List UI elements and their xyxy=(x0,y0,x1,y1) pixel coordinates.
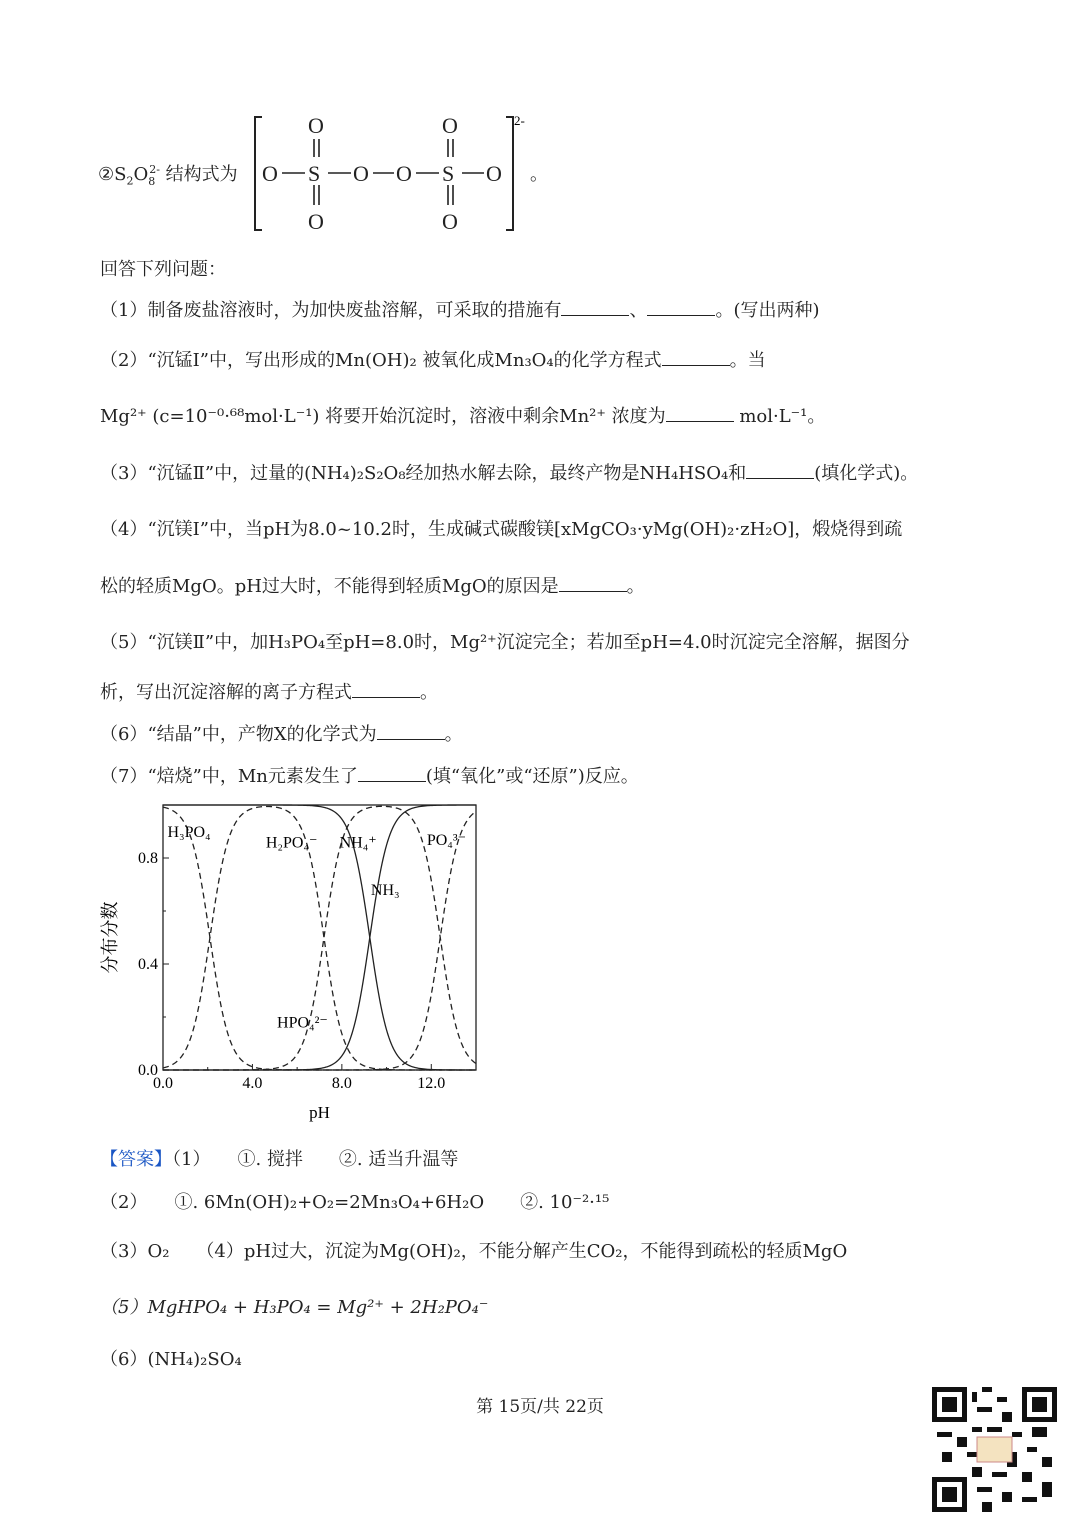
svg-text:O: O xyxy=(308,209,324,234)
distribution-chart xyxy=(98,790,498,1130)
y-tick-label: 0.8 xyxy=(138,850,158,867)
question-2b: Mg²⁺ (c=10⁻⁰·⁶⁸mol·L⁻¹) 将要开始沉淀时，溶液中剩余Mn²⁺ 浓度为 mol·L⁻¹。 xyxy=(100,402,825,428)
svg-text:O: O xyxy=(396,161,412,186)
series-label: H₂PO₄⁻ xyxy=(265,834,318,852)
structure-label: $②S_2O_8^{2-}$ 结构式为 xyxy=(98,163,238,188)
answer-5: （5）MgHPO₄ + H₃PO₄ = Mg²⁺ + 2H₂PO₄⁻ xyxy=(100,1297,489,1318)
svg-text:O: O xyxy=(308,113,324,138)
answer-3-4: （3）O₂ （4）pH过大，沉淀为Mg(OH)₂，不能分解产生CO₂，不能得到疏松的轻质MgO xyxy=(100,1241,848,1262)
svg-text:O: O xyxy=(442,113,458,138)
qr-code-image xyxy=(932,1387,1057,1512)
svg-text:S: S xyxy=(308,161,321,186)
svg-text:S: S xyxy=(442,161,455,186)
y-tick-label: 0.4 xyxy=(138,956,158,973)
page-footer: 第 15页/共 22页 xyxy=(476,1397,604,1417)
svg-text:O: O xyxy=(442,209,458,234)
series-label: H₃PO₄ xyxy=(167,823,211,841)
svg-text:O: O xyxy=(262,161,278,186)
peroxydisulfate-structure xyxy=(250,105,540,240)
question-5: （5）“沉镁Ⅱ”中，加H₃PO₄至pH=8.0时，Mg²⁺沉淀完全；若加至pH=4.0时沉淀完全溶解，据图分 xyxy=(100,632,910,653)
question-4: （4）“沉镁Ⅰ”中，当pH为8.0~10.2时，生成碱式碳酸镁[xMgCO₃·yMg(OH)₂·zH₂O]，煅烧得到疏 xyxy=(100,519,903,540)
question-6: （6）“结晶”中，产物X的化学式为 。 xyxy=(100,720,463,746)
svg-text:O: O xyxy=(353,161,369,186)
question-1: （1）制备废盐溶液时，为加快废盐溶解，可采取的措施有 、 。(写出两种) xyxy=(100,296,820,322)
series-label: NH₄⁺ xyxy=(339,834,377,852)
question-4b: 松的轻质MgO。pH过大时，不能得到轻质MgO的原因是 。 xyxy=(100,572,645,598)
question-2: （2）“沉锰Ⅰ”中，写出形成的Mn(OH)₂ 被氧化成Mn₃O₄的化学方程式 。当 xyxy=(100,346,766,372)
question-7: （7）“焙烧”中，Mn元素发生了 (填“氧化”或“还原”)反应。 xyxy=(100,762,639,788)
series-label: HPO₄²⁻ xyxy=(277,1014,328,1032)
answer-1: 【答案】（1） ①. 搅拌 ②. 适当升温等 xyxy=(100,1149,459,1170)
y-tick-label: 0.0 xyxy=(138,1062,158,1079)
answer-6: （6）(NH₄)₂SO₄ xyxy=(100,1349,242,1370)
svg-text:O: O xyxy=(486,161,502,186)
series-label: NH₃ xyxy=(370,882,400,900)
structure-end: 。 xyxy=(530,164,548,185)
answer-2: （2） ①. 6Mn(OH)₂+O₂=2Mn₃O₄+6H₂O ②. 10⁻²·¹⁵ xyxy=(100,1192,610,1213)
x-tick-label: 12.0 xyxy=(417,1075,446,1092)
series-label: PO₄³⁻ xyxy=(426,831,467,849)
x-tick-label: 8.0 xyxy=(331,1075,352,1092)
svg-text:2-: 2- xyxy=(514,113,525,128)
x-tick-label: 0.0 xyxy=(153,1075,173,1092)
question-5b: 析，写出沉淀溶解的离子方程式 。 xyxy=(100,678,438,704)
y-axis-label: 分布分数 xyxy=(100,901,121,974)
x-axis-label: pH xyxy=(309,1103,330,1122)
question-3: （3）“沉锰Ⅱ”中，过量的(NH₄)₂S₂O₈经加热水解去除，最终产物是NH₄HSO₄和 (填化学式)。 xyxy=(100,459,918,485)
intro: 回答下列问题： xyxy=(100,259,226,280)
x-tick-label: 4.0 xyxy=(242,1075,263,1092)
